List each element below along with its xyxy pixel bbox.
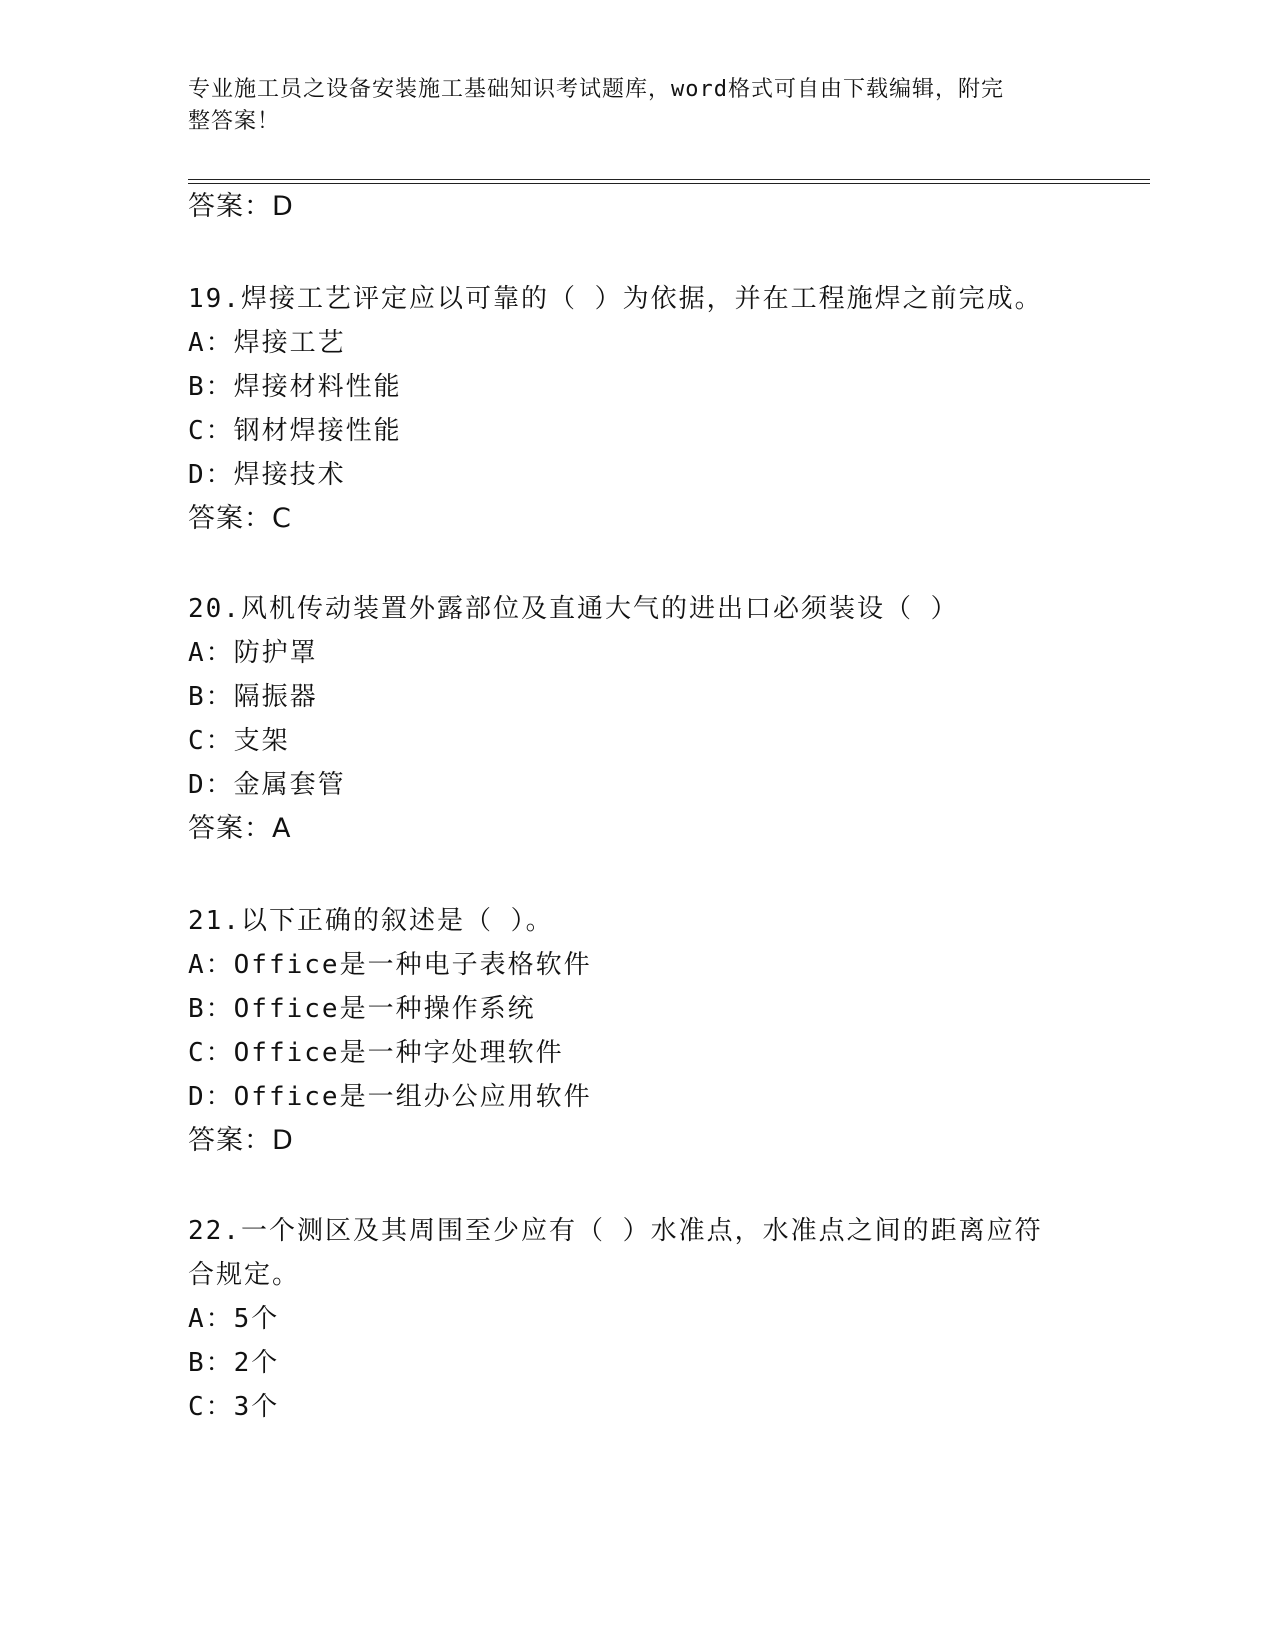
question-21-stem: 21.以下正确的叙述是（ ）。 bbox=[188, 906, 554, 936]
header-line-2: 整答案！ bbox=[188, 109, 281, 134]
question-22-option-a: A：5个 bbox=[188, 1304, 280, 1334]
question-19-option-d: D：焊接技术 bbox=[188, 460, 346, 490]
question-22-stem-line-2: 合规定。 bbox=[188, 1260, 301, 1290]
document-header bbox=[188, 74, 1088, 138]
question-21-option-b: B：Office是一种操作系统 bbox=[188, 994, 536, 1024]
header-divider-bottom bbox=[188, 183, 1150, 184]
question-20-option-a: A：防护罩 bbox=[188, 638, 318, 668]
question-21-option-d: D：Office是一组办公应用软件 bbox=[188, 1082, 592, 1112]
question-22-option-b: B：2个 bbox=[188, 1348, 280, 1378]
question-20-stem: 20.风机传动装置外露部位及直通大气的进出口必须装设（ ） bbox=[188, 594, 959, 624]
question-21-answer: 答案：D bbox=[188, 1125, 294, 1156]
question-20-option-d: D：金属套管 bbox=[188, 770, 346, 800]
previous-answer: 答案：D bbox=[188, 191, 294, 222]
question-19-option-b: B：焊接材料性能 bbox=[188, 372, 402, 402]
question-19-stem: 19.焊接工艺评定应以可靠的（ ）为依据，并在工程施焊之前完成。 bbox=[188, 284, 1043, 314]
question-19-option-a: A：焊接工艺 bbox=[188, 328, 346, 358]
header-line-1: 专业施工员之设备安装施工基础知识考试题库，word格式可自由下载编辑，附完 bbox=[188, 77, 1004, 102]
question-20-option-c: C：支架 bbox=[188, 726, 290, 756]
header-divider-top bbox=[188, 179, 1150, 180]
question-20-option-b: B：隔振器 bbox=[188, 682, 318, 712]
question-21-option-a: A：Office是一种电子表格软件 bbox=[188, 950, 592, 980]
question-22-stem-line-1: 22.一个测区及其周围至少应有（ ）水准点，水准点之间的距离应符 bbox=[188, 1216, 1043, 1246]
question-20-answer: 答案：A bbox=[188, 813, 292, 844]
question-19-option-c: C：钢材焊接性能 bbox=[188, 416, 402, 446]
question-19-answer: 答案：C bbox=[188, 503, 292, 534]
question-21-option-c: C：Office是一种字处理软件 bbox=[188, 1038, 564, 1068]
question-22-option-c: C：3个 bbox=[188, 1392, 280, 1422]
